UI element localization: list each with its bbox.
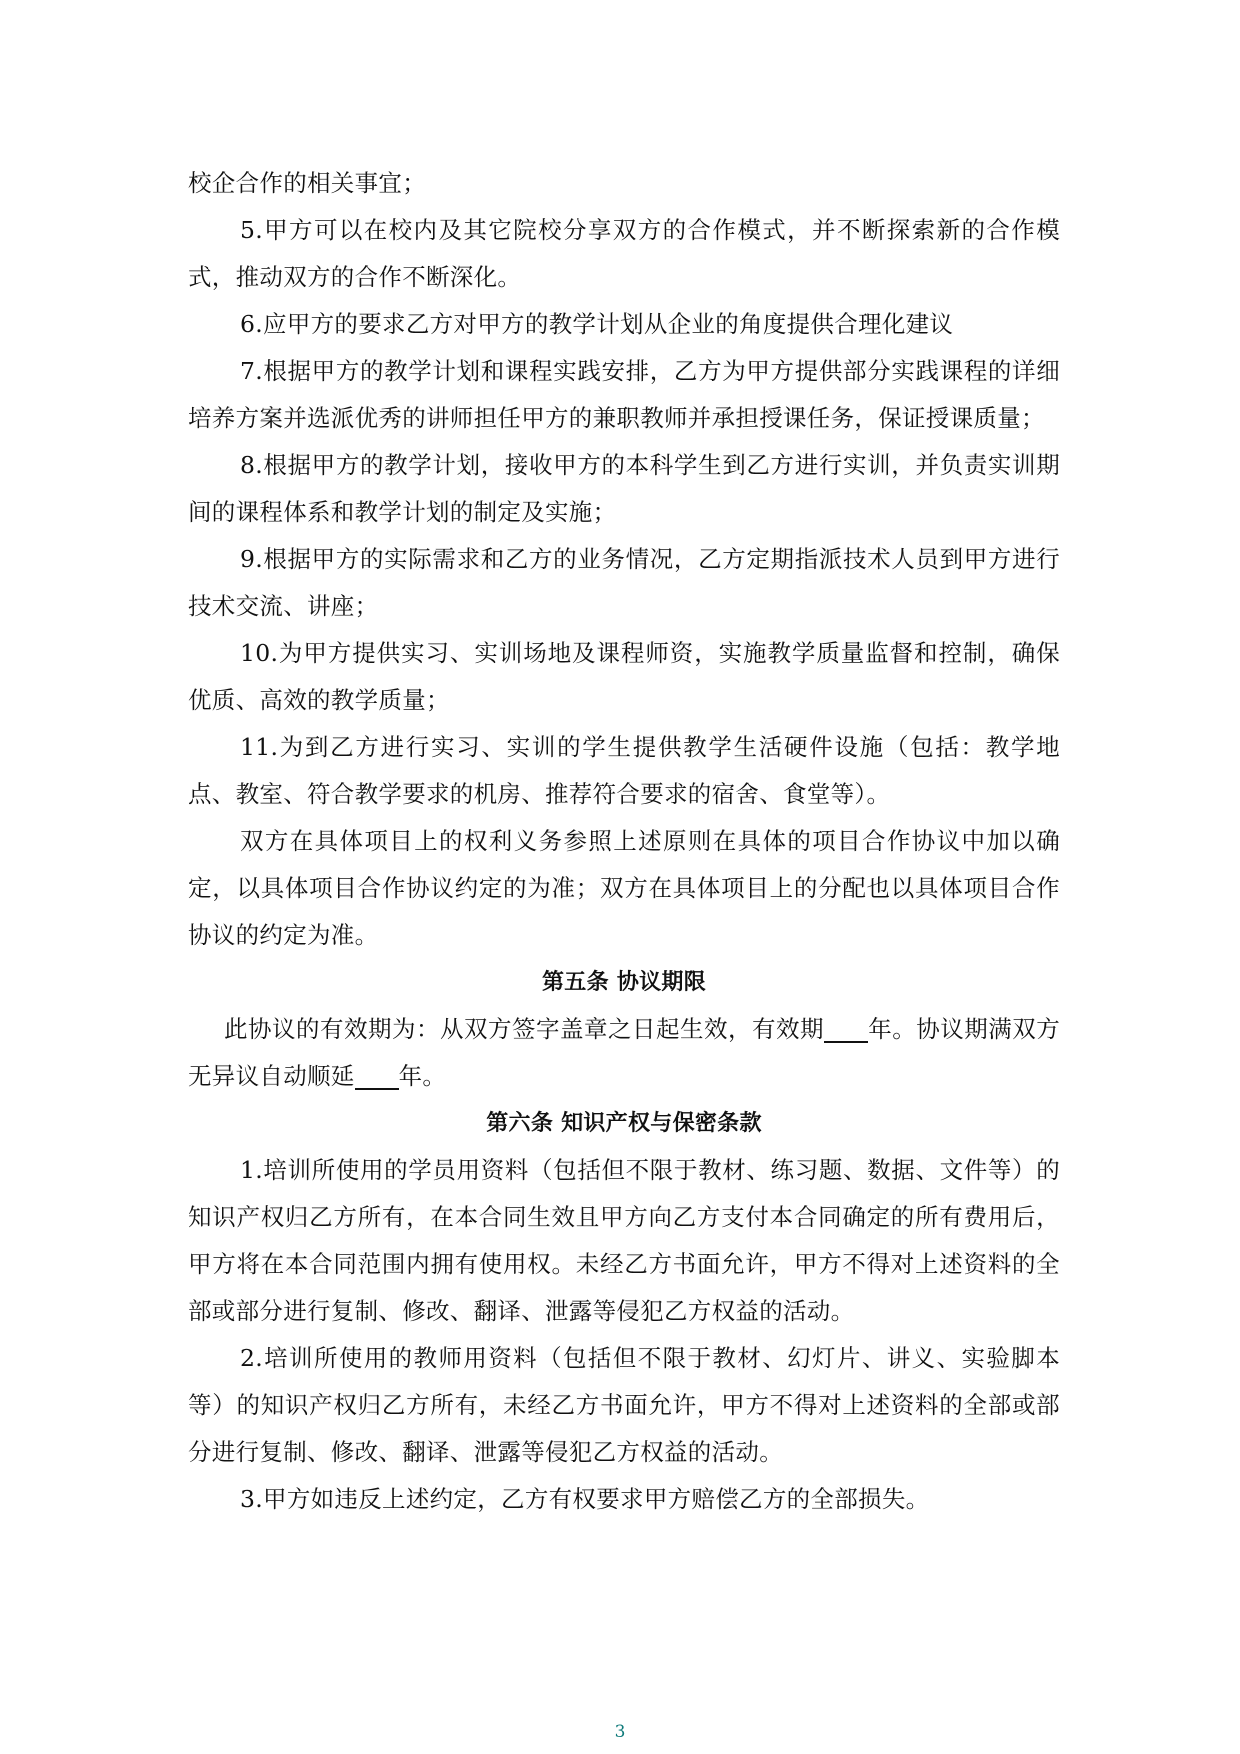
paragraph-item-9: 9.根据甲方的实际需求和乙方的业务情况，乙方定期指派技术人员到甲方进行技术交流、讲座； bbox=[188, 545, 1060, 620]
renewal-years-blank bbox=[355, 1062, 399, 1090]
article-6-item-2: 2.培训所使用的教师用资料（包括但不限于教材、幻灯片、讲义、实验脚本等）的知识产权归乙方所有，未经乙方书面允许，甲方不得对上述资料的全部或部分进行复制、修改、翻译、泄露等侵犯乙方权益的活动。 bbox=[188, 1344, 1060, 1466]
paragraph-continuation: 校企合作的相关事宜； bbox=[188, 169, 426, 197]
document-body bbox=[188, 160, 1060, 1523]
page-number: 3 bbox=[614, 1722, 626, 1742]
article-5-text-c: 年。 bbox=[398, 1062, 447, 1090]
article-6-item-1: 1.培训所使用的学员用资料（包括但不限于教材、练习题、数据、文件等）的知识产权归乙方所有，在本合同生效且甲方向乙方支付本合同确定的所有费用后，甲方将在本合同范围内拥有使用权。未经乙方书面允许，甲方不得对上述资料的全部或部分进行复制、修改、翻译、泄露等侵犯乙方权益的活动。 bbox=[188, 1156, 1060, 1325]
paragraph-item-11: 11.为到乙方进行实习、实训的学生提供教学生活硬件设施（包括：教学地点、教室、符合教学要求的机房、推荐符合要求的宿舍、食堂等）。 bbox=[188, 733, 1060, 808]
paragraph-item-10: 10.为甲方提供实习、实训场地及课程师资，实施教学质量监督和控制，确保优质、高效的教学质量； bbox=[188, 639, 1060, 714]
article-5-text-a: 此协议的有效期为：从双方签字盖章之日起生效，有效期 bbox=[224, 1015, 824, 1043]
article-6-item-3: 3.甲方如违反上述约定，乙方有权要求甲方赔偿乙方的全部损失。 bbox=[240, 1485, 930, 1513]
article-5-heading: 第五条 协议期限 bbox=[541, 970, 707, 995]
paragraph-item-8: 8.根据甲方的教学计划，接收甲方的本科学生到乙方进行实训，并负责实训期间的课程体系和教学计划的制定及实施； bbox=[188, 451, 1060, 526]
term-years-blank bbox=[824, 1015, 868, 1043]
article-5-paragraph bbox=[188, 1006, 1060, 1100]
paragraph-item-5: 5.甲方可以在校内及其它院校分享双方的合作模式，并不断探索新的合作模式，推动双方的合作不断深化。 bbox=[188, 216, 1060, 291]
paragraph-item-7: 7.根据甲方的教学计划和课程实践安排，乙方为甲方提供部分实践课程的详细培养方案并选派优秀的讲师担任甲方的兼职教师并承担授课任务，保证授课质量； bbox=[188, 357, 1060, 432]
paragraph-rights-obligations: 双方在具体项目上的权利义务参照上述原则在具体的项目合作协议中加以确定，以具体项目合作协议约定的为准；双方在具体项目上的分配也以具体项目合作协议的约定为准。 bbox=[188, 827, 1060, 949]
article-5-text-b: 年。协议期满双方无异议自动顺延 bbox=[188, 1015, 1060, 1090]
paragraph-item-6: 6.应甲方的要求乙方对甲方的教学计划从企业的角度提供合理化建议 bbox=[240, 310, 954, 338]
article-6-heading: 第六条 知识产权与保密条款 bbox=[486, 1111, 762, 1136]
